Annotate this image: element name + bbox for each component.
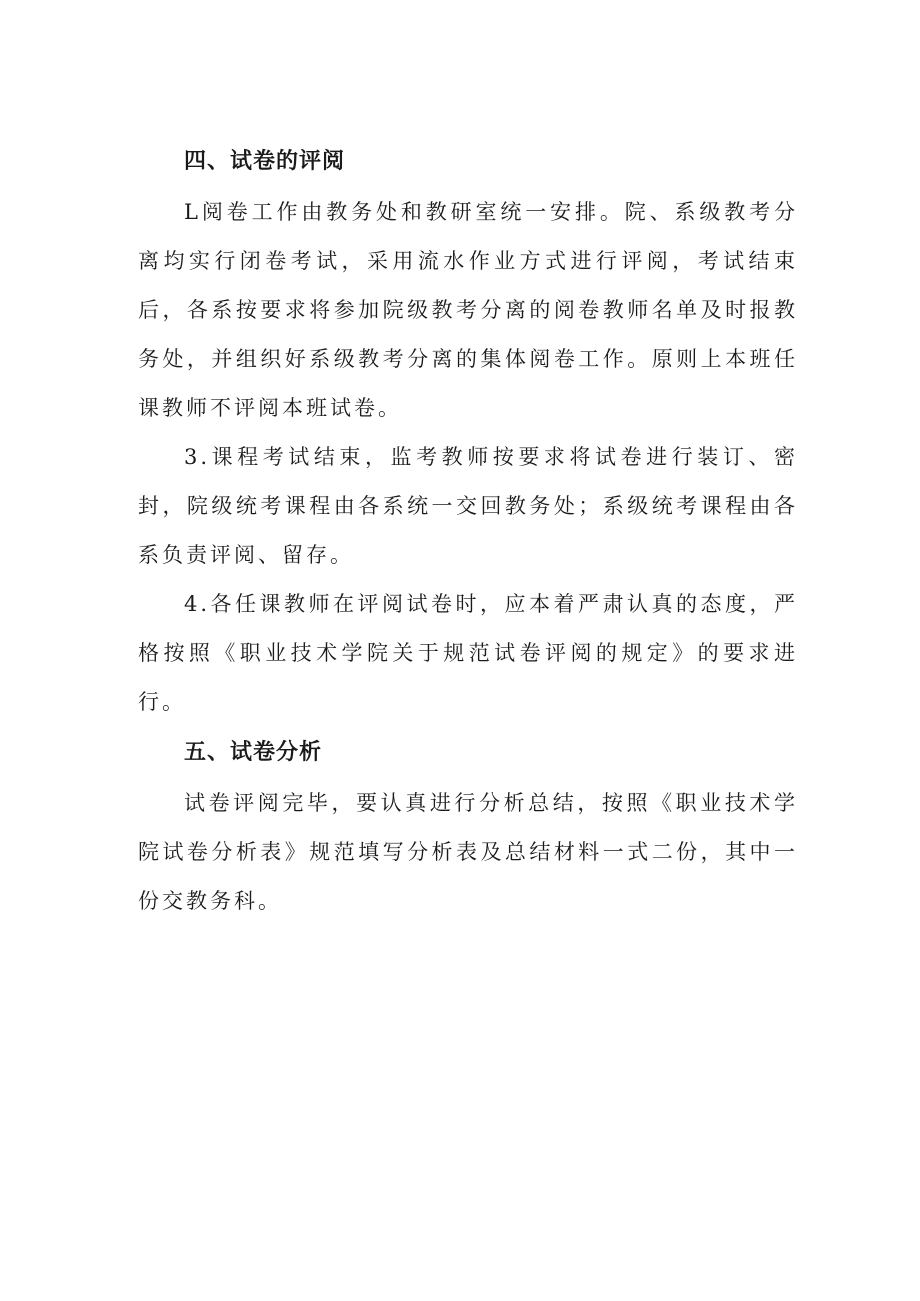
- paragraph-exam-binding: 3.课程考试结束，监考教师按要求将试卷进行装订、密封，院级统考课程由各系统一交回教务处；系级统考课程由各系负责评阅、留存。: [138, 445, 798, 567]
- paragraph-grading-arrangement: L阅卷工作由教务处和教研室统一安排。院、系级教考分离均实行闭卷考试，采用流水作业方式进行评阅，考试结束后，各系按要求将参加院级教考分离的阅卷教师名单及时报教务处，并组织好系级教考分离的集体阅卷工作。原则上本班任课教师不评阅本班试卷。: [138, 200, 798, 420]
- paragraph-analysis-summary: 试卷评阅完毕，要认真进行分析总结，按照《职业技术学院试卷分析表》规范填写分析表及总结材料一式二份，其中一份交教务科。: [138, 791, 798, 913]
- section-heading-review: 四、试卷的评阅: [184, 149, 346, 174]
- document-body: [138, 136, 798, 926]
- paragraph-grading-attitude: 4.各任课教师在评阅试卷时，应本着严肃认真的态度，严格按照《职业技术学院关于规范试卷评阅的规定》的要求进行。: [138, 592, 798, 714]
- section-heading-analysis: 五、试卷分析: [184, 740, 323, 765]
